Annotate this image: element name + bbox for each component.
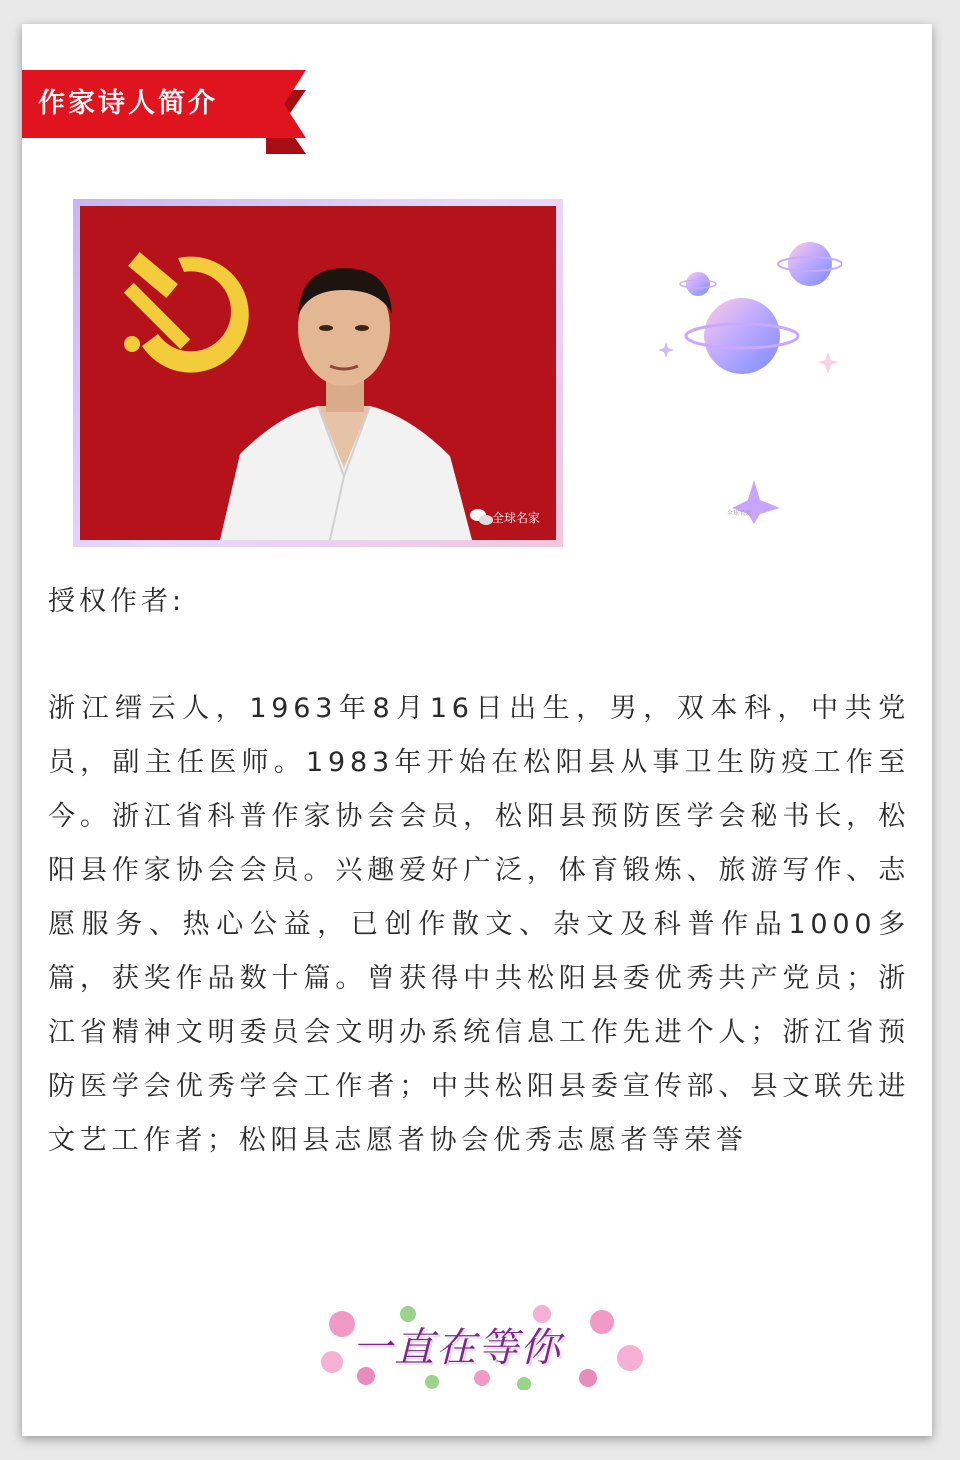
tiny-sparkle-icon	[658, 342, 674, 358]
author-photo	[80, 206, 556, 540]
article-card	[22, 24, 932, 1436]
small-planet-icon	[778, 242, 842, 286]
waiting-banner	[312, 1300, 652, 1390]
banner-text: 一直在等你	[352, 1325, 562, 1371]
small-sparkle-icon	[818, 352, 838, 374]
sparkle-icon	[732, 480, 780, 524]
ribbon-title: 作家诗人简介	[38, 88, 218, 119]
decoration-caption: 全球名家	[727, 510, 752, 517]
section-ribbon	[22, 70, 307, 154]
author-bio: 浙江缙云人，1963年8月16日出生，男，双本科，中共党员，副主任医师。1983年开始在松阳县从事卫生防疫工作至今。浙江省科普作家协会会员，松阳县预防医学会秘书长，松阳县作家协会会员。兴趣爱好广泛，体育锻炼、旅游写作、志愿服务、热心公益，已创作散文、杂文及科普作品1000多篇，获奖作品数十篇。曾获得中共松阳县委优秀共产党员；浙江省精神文明委员会文明办系统信息工作先进个人；浙江省预防医学会优秀学会工作者；中共松阳县委宣传部、县文联先进文艺工作者；松阳县志愿者协会优秀志愿者等荣誉	[48, 693, 910, 1156]
author-label: 授权作者:	[48, 586, 186, 617]
author-photo-frame	[73, 199, 563, 547]
planet-decoration	[642, 224, 842, 524]
photo-watermark: 全球名家	[491, 511, 540, 525]
large-planet-icon	[686, 298, 798, 374]
author-portrait-image	[80, 206, 556, 540]
tiny-planet-icon	[680, 272, 716, 296]
